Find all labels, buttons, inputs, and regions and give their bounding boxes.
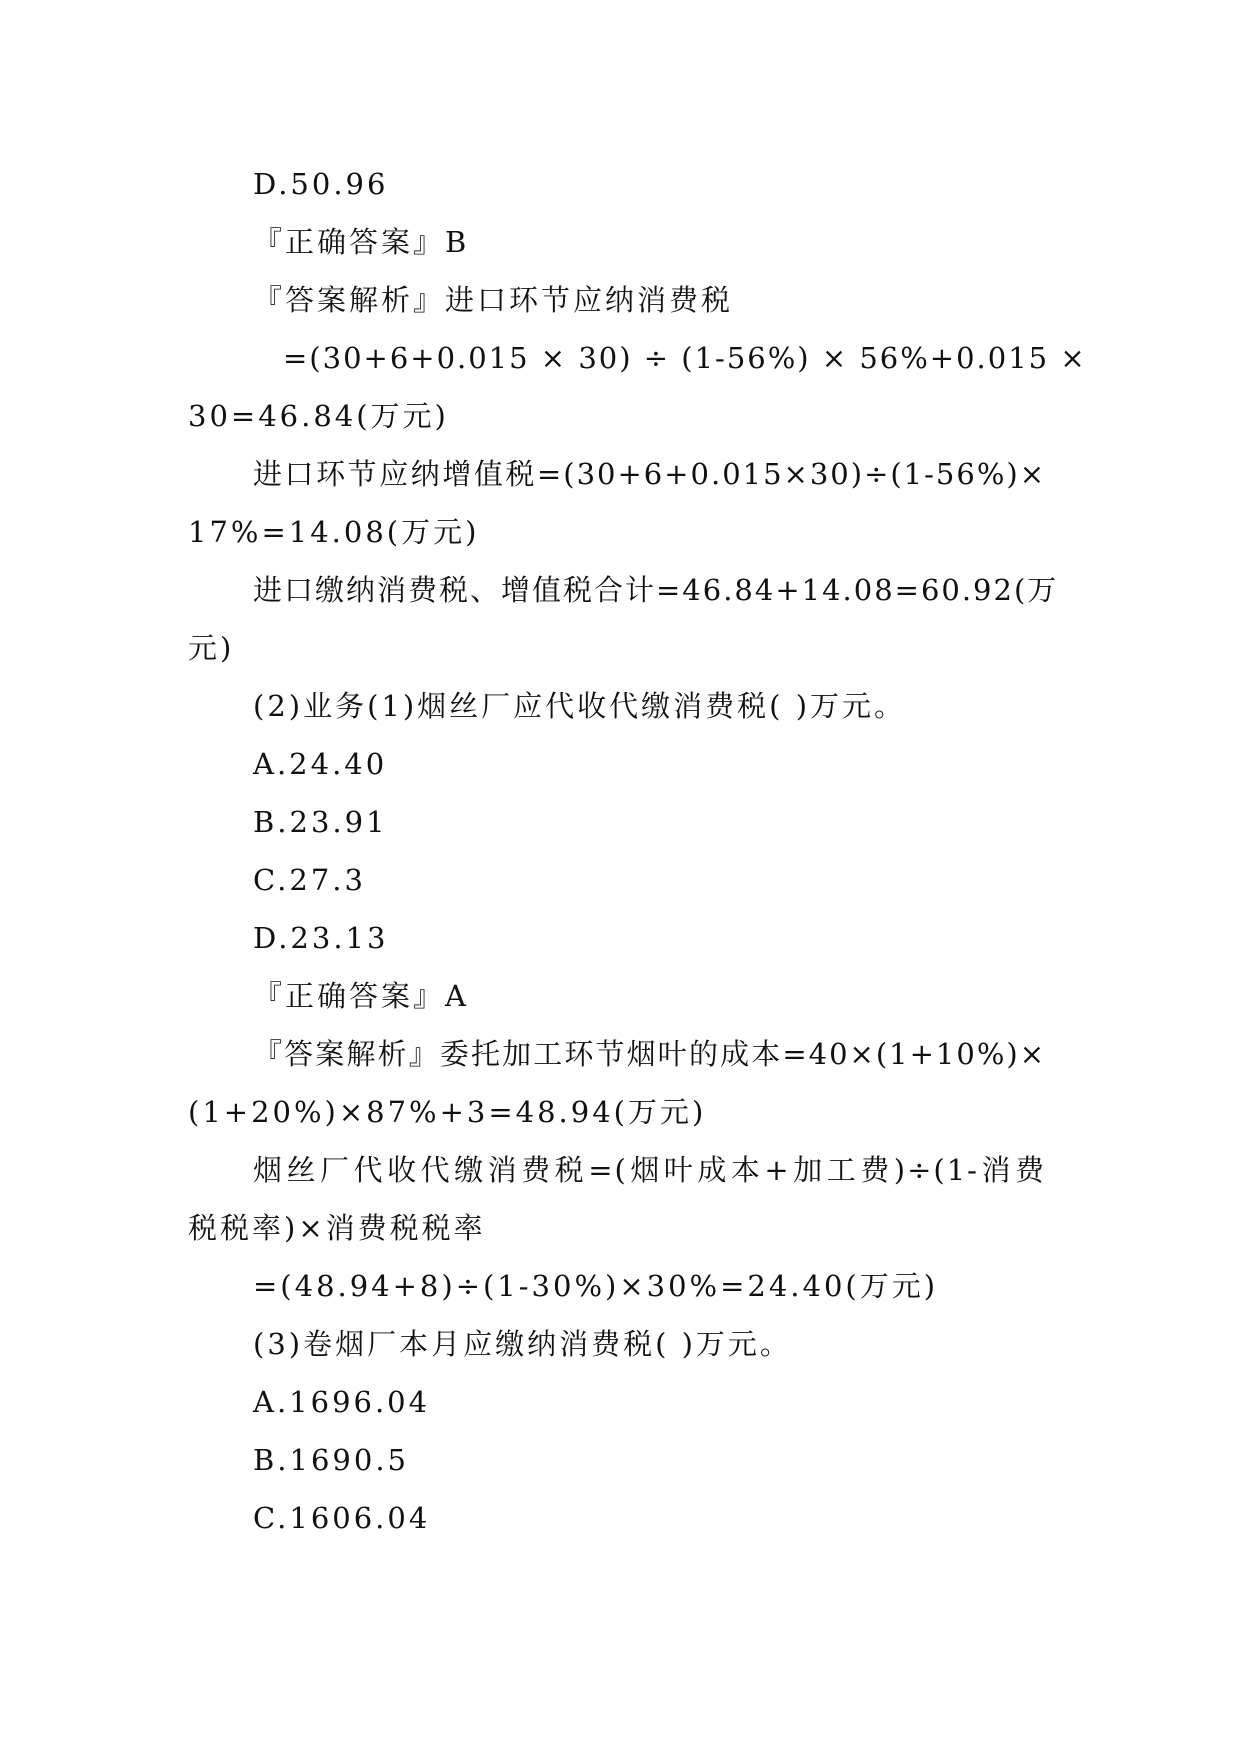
formula-vat-line1: 进口环节应纳增值税=(30+6+0.015×30)÷(1-56%)× [253, 457, 1046, 491]
total-tax-line2: 元) [188, 631, 235, 665]
option-a-q3: A.1696.04 [253, 1385, 431, 1419]
formula-consumption-tax-line2: 30=46.84(万元) [188, 399, 449, 433]
correct-answer-q1: 『正确答案』B [253, 225, 470, 259]
option-b-q3: B.1690.5 [253, 1443, 410, 1477]
option-b-q2: B.23.91 [253, 805, 388, 839]
question-3: (3)卷烟厂本月应缴纳消费税( )万元。 [253, 1327, 792, 1361]
withheld-tax-formula-line2: 税税率)×消费税税率 [188, 1211, 486, 1245]
option-c-q2: C.27.3 [253, 863, 366, 897]
analysis-q2-line1: 『答案解析』委托加工环节烟叶的成本=40×(1+10%)× [253, 1037, 1046, 1071]
formula-vat-line2: 17%=14.08(万元) [188, 515, 480, 549]
option-d-q2: D.23.13 [253, 921, 389, 955]
analysis-heading-q1: 『答案解析』进口环节应纳消费税 [253, 283, 734, 317]
formula-consumption-tax-line1: =(30+6+0.015 × 30) ÷ (1-56%) × 56%+0.015 × [283, 341, 1087, 375]
option-c-q3: C.1606.04 [253, 1501, 431, 1535]
correct-answer-q2: 『正确答案』A [253, 979, 469, 1013]
option-d-q1: D.50.96 [253, 167, 389, 201]
withheld-tax-result: =(48.94+8)÷(1-30%)×30%=24.40(万元) [253, 1269, 939, 1303]
analysis-q2-line2: (1+20%)×87%+3=48.94(万元) [188, 1095, 707, 1129]
total-tax-line1: 进口缴纳消费税、增值税合计=46.84+14.08=60.92(万 [253, 573, 1059, 607]
option-a-q2: A.24.40 [253, 747, 388, 781]
withheld-tax-formula-line1: 烟丝厂代收代缴消费税=(烟叶成本+加工费)÷(1-消费 [253, 1153, 1046, 1187]
question-2: (2)业务(1)烟丝厂应代收代缴消费税( )万元。 [253, 689, 907, 723]
